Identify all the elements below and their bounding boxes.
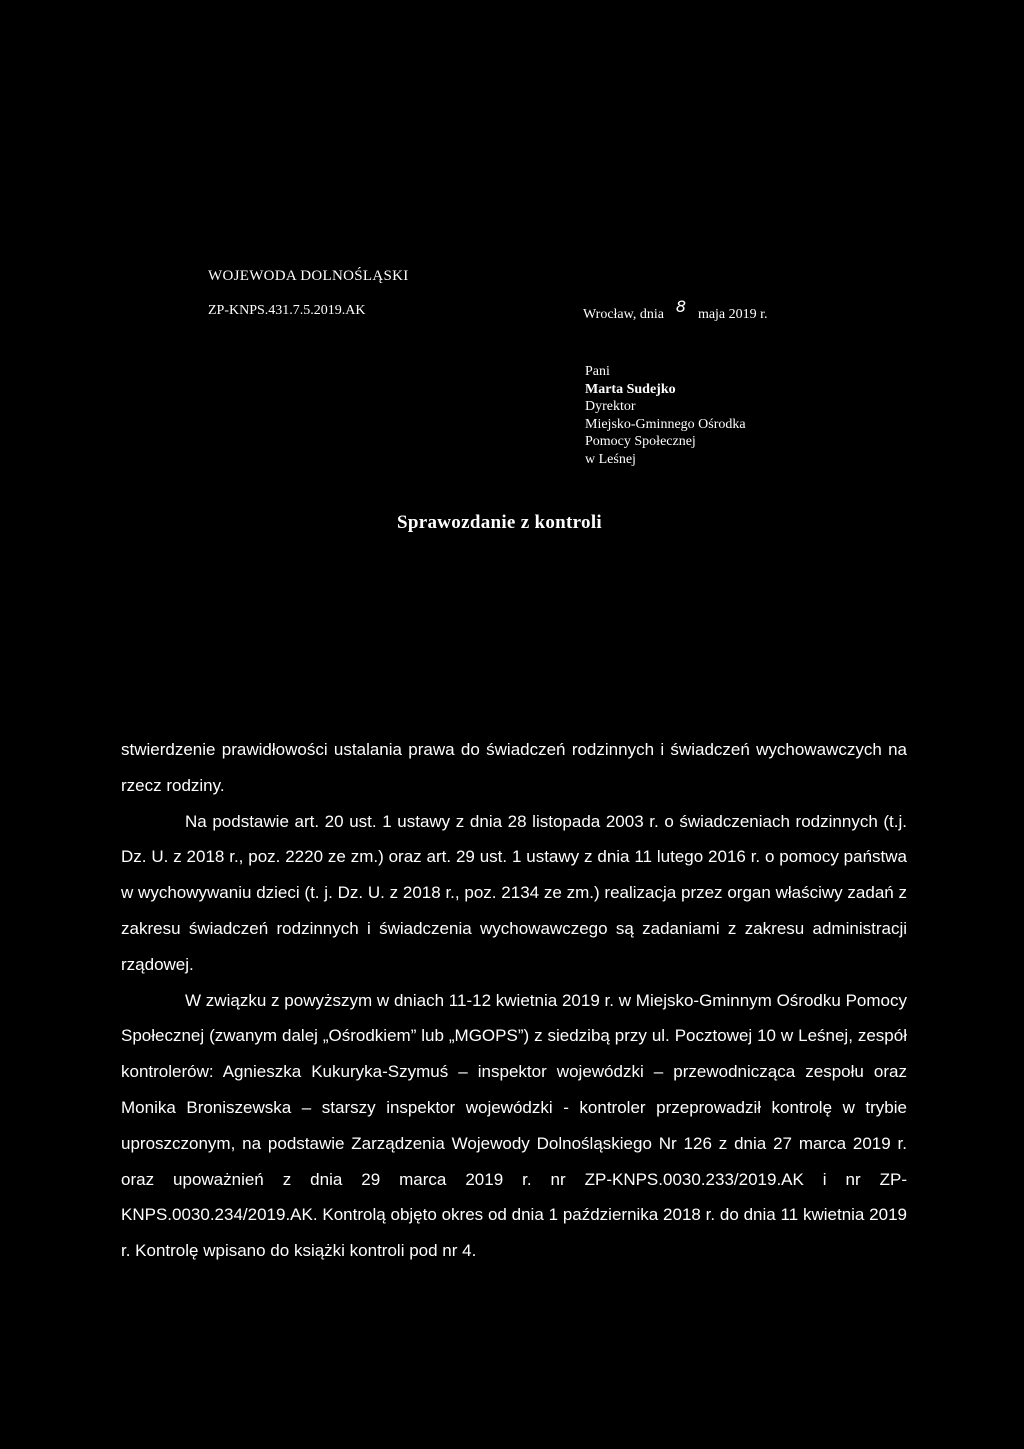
recipient-salutation: Pani xyxy=(585,364,610,379)
body-paragraph-scope: stwierdzenie prawidłowości ustalania prawa do świadczeń rodzinnych i świadczeń wychowawczych na rzecz rodziny. xyxy=(121,740,907,795)
recipient-position: Dyrektor xyxy=(585,399,636,414)
body-paragraph-legal-basis: Na podstawie art. 20 ust. 1 ustawy z dnia 28 listopada 2003 r. o świadczeniach rodzinnych (t.j. Dz. U. z 2018 r., poz. 2220 ze zm.) oraz art. 29 ust. 1 ustawy z dnia 11 lutego 2016 r. o pomocy państwa w wychowywaniu dzieci (t. j. Dz. U. z 2018 r., poz. 2134 ze zm.) realizacja przez organ właściwy zadań z zakresu świadczeń rodzinnych i świadczenia wychowawczego są zadaniami z zakresu administracji rządowej. xyxy=(121,811,907,974)
issuer-heading: WOJEWODA DOLNOŚLĄSKI xyxy=(208,268,409,284)
recipient-org-line2: Pomocy Społecznej xyxy=(585,434,696,449)
document-title: Sprawozdanie z kontroli xyxy=(397,512,603,533)
report-body xyxy=(121,732,907,1269)
recipient-block xyxy=(585,363,746,468)
body-paragraph-inspection: W związku z powyższym w dniach 11-12 kwietnia 2019 r. w Miejsko-Gminnym Ośrodku Pomocy Społecznej (zwanym dalej „Ośrodkiem” lub „MGOPS”) z siedzibą przy ul. Pocztowej 10 w Leśnej, zespół kontrolerów: Agnieszka Kukuryka-Szymuś – inspektor wojewódzki – przewodnicząca zespołu oraz Monika Broniszewska – starszy inspektor wojewódzki - kontroler przeprowadził kontrolę w trybie uproszczonym, na podstawie Zarządzenia Wojewody Dolnośląskiego Nr 126 z dnia 27 marca 2019 r. oraz upoważnień z dnia 29 marca 2019 r. nr ZP-KNPS.0030.233/2019.AK i nr ZP-KNPS.0030.234/2019.AK. Kontrolą objęto okres od dnia 1 października 2018 r. do dnia 11 kwietnia 2019 r. Kontrolę wpisano do książki kontroli pod nr 4. xyxy=(121,990,907,1261)
date-suffix: maja 2019 r. xyxy=(697,307,768,322)
reference-number: ZP-KNPS.431.7.5.2019.AK xyxy=(208,303,366,318)
date-day-handwritten: 8 xyxy=(675,297,687,316)
recipient-name: Marta Sudejko xyxy=(585,381,676,397)
date-line xyxy=(583,297,768,323)
recipient-org-line3: w Leśnej xyxy=(585,451,636,467)
date-prefix: Wrocław, dnia xyxy=(583,307,664,322)
recipient-org-line1: Miejsko-Gminnego Ośrodka xyxy=(585,416,746,432)
